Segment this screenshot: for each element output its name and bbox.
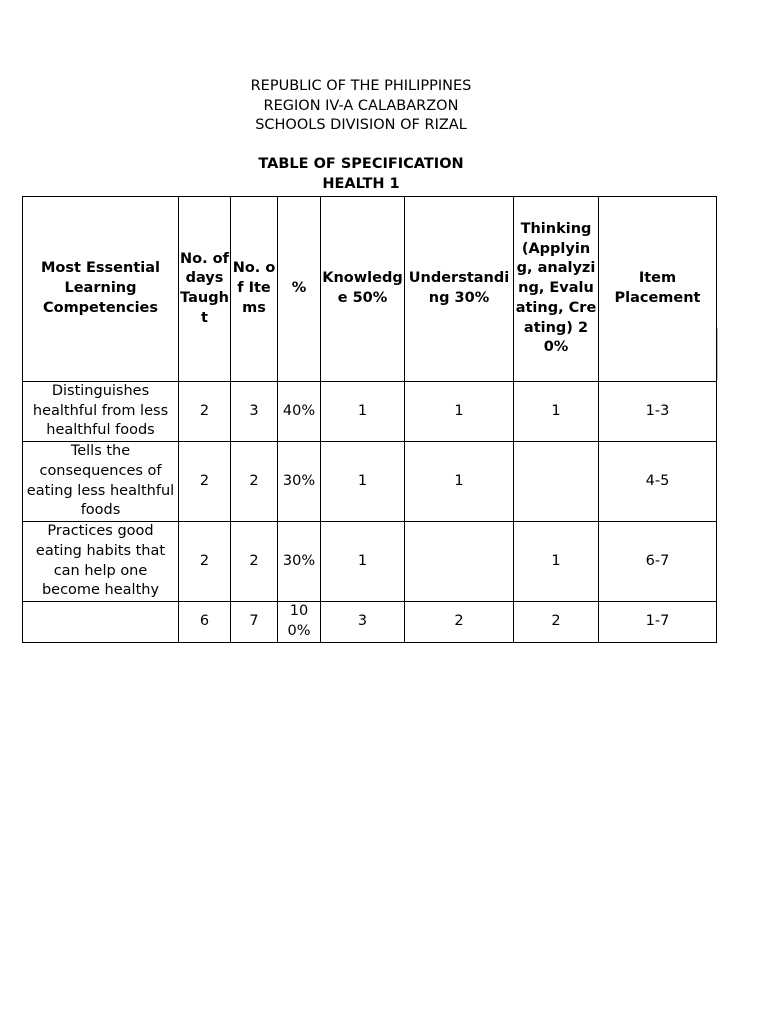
table-row <box>23 522 717 602</box>
total-cell-knowledge: 3 <box>321 602 405 643</box>
document-title: TABLE OF SPECIFICATION <box>258 156 464 172</box>
cell-knowledge: 1 <box>321 382 405 442</box>
total-cell-understanding: 2 <box>405 602 514 643</box>
document-title-block <box>0 155 722 194</box>
cell-understanding <box>405 522 514 602</box>
total-cell-item-placement: 1-7 <box>599 602 717 643</box>
column-header-days-taught: No. of days Taught <box>179 197 231 382</box>
cell-item-placement: 4-5 <box>599 442 717 522</box>
page-edge-mark <box>717 328 718 380</box>
table-of-specification <box>22 196 717 643</box>
column-header-items: No. of Items <box>231 197 278 382</box>
cell-thinking: 1 <box>514 382 599 442</box>
cell-percent: 30% <box>278 442 321 522</box>
cell-item-placement: 1-3 <box>599 382 717 442</box>
table-row <box>23 382 717 442</box>
header-line-division: SCHOOLS DIVISION OF RIZAL <box>255 117 467 133</box>
cell-understanding: 1 <box>405 382 514 442</box>
column-header-knowledge: Knowledge 50% <box>321 197 405 382</box>
cell-thinking: 1 <box>514 522 599 602</box>
header-line-region: REGION IV-A CALABARZON <box>263 97 459 114</box>
total-cell-items: 7 <box>231 602 278 643</box>
cell-competency: Practices good eating habits that can help one become healthy <box>23 522 179 602</box>
total-cell-percent: 100% <box>278 602 321 643</box>
cell-understanding: 1 <box>405 442 514 522</box>
cell-competency: Tells the consequences of eating less healthful foods <box>23 442 179 522</box>
cell-days: 2 <box>179 522 231 602</box>
cell-items: 2 <box>231 442 278 522</box>
total-cell-days: 6 <box>179 602 231 643</box>
cell-knowledge: 1 <box>321 522 405 602</box>
cell-percent: 30% <box>278 522 321 602</box>
cell-percent: 40% <box>278 382 321 442</box>
cell-competency: Distinguishes healthful from less healthful foods <box>23 382 179 442</box>
table-total-row <box>23 602 717 643</box>
header-line-country: REPUBLIC OF THE PHILIPPINES <box>250 78 472 94</box>
column-header-percent: % <box>278 197 321 382</box>
total-cell-thinking: 2 <box>514 602 599 643</box>
cell-days: 2 <box>179 382 231 442</box>
cell-items: 3 <box>231 382 278 442</box>
table-row <box>23 442 717 522</box>
column-header-competencies: Most Essential Learning Competencies <box>23 197 179 382</box>
column-header-understanding: Understanding 30% <box>405 197 514 382</box>
cell-item-placement: 6-7 <box>599 522 717 602</box>
column-header-item-placement: Item Placement <box>599 197 717 382</box>
column-header-thinking: Thinking (Applying, analyzing, Evaluating, Creating) 20% <box>514 197 599 382</box>
cell-items: 2 <box>231 522 278 602</box>
cell-knowledge: 1 <box>321 442 405 522</box>
cell-thinking <box>514 442 599 522</box>
table-header-row <box>23 197 717 382</box>
cell-days: 2 <box>179 442 231 522</box>
document-subject: HEALTH 1 <box>322 175 400 192</box>
document-header <box>0 77 722 136</box>
total-cell-competency <box>23 602 179 643</box>
